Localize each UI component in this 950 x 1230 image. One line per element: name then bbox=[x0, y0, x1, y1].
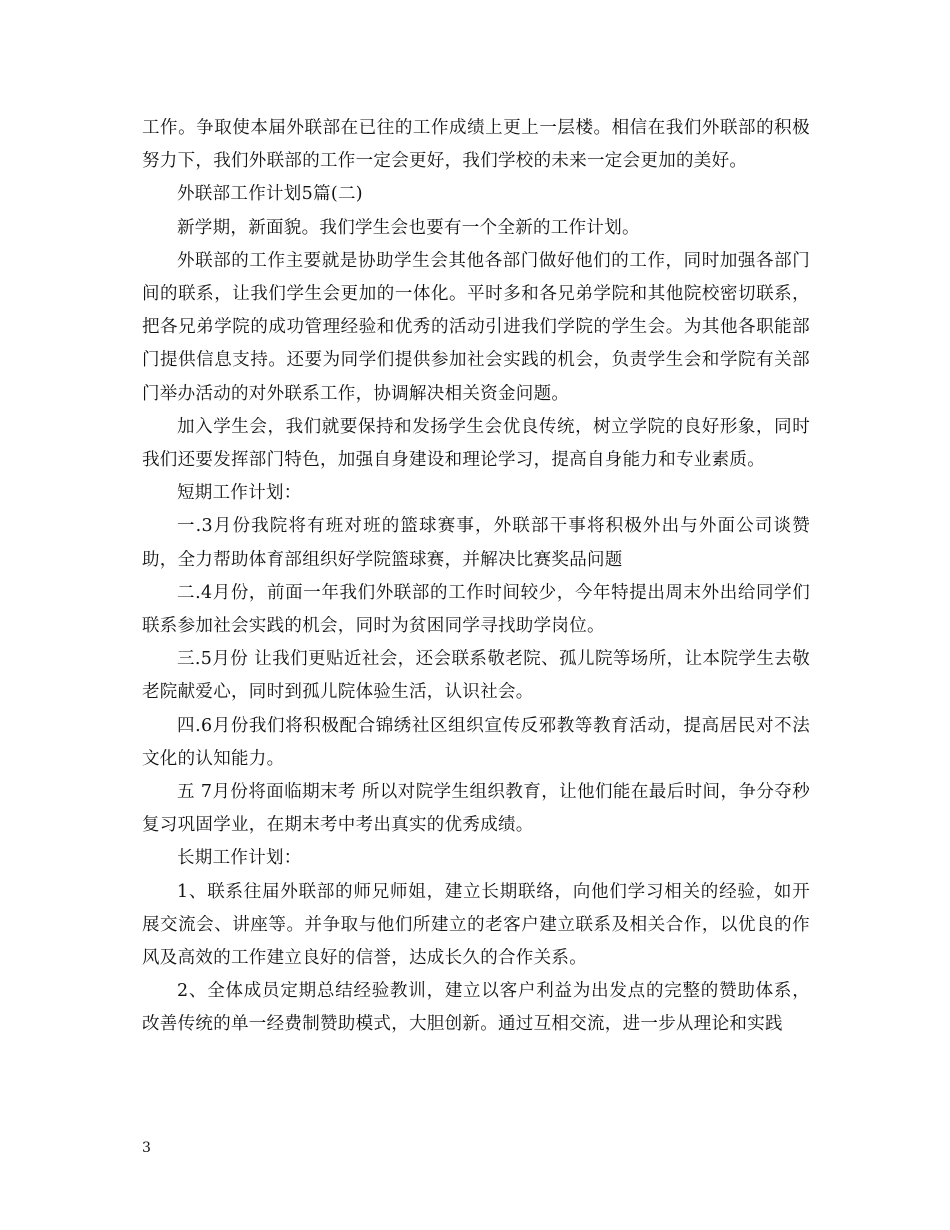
paragraph-4: 外联部的工作主要就是协助学生会其他各部门做好他们的工作，同时加强各部门间的联系，让我们学生会更加的一体化。平时多和各兄弟学院和其他院校密切联系，把各兄弟学院的成功管理经验和优秀的活动引进我们学院的学生会。为其他各职能部门提供信息支持。还要为同学们提供参加社会实践的机会，负责学生会和学院有关部门举办活动的对外联系工作，协调解决相关资金问题。 bbox=[142, 250, 810, 404]
section-heading-short-term: 短期工作计划： bbox=[177, 483, 302, 504]
document-body bbox=[142, 112, 810, 1042]
plan-item-3: 三.5月份 让我们更贴近社会，还会联系敬老院、孤儿院等场所，让本院学生去敬老院献爱心，同时到孤儿院体验生活，认识社会。 bbox=[142, 649, 810, 703]
page-number: 3 bbox=[142, 1140, 151, 1156]
paragraph-5: 加入学生会，我们就要保持和发扬学生会优良传统，树立学院的良好形象，同时我们还要发挥部门特色，加强自身建设和理论学习，提高自身能力和专业素质。 bbox=[142, 416, 810, 471]
long-term-item-1: 1、联系往届外联部的师兄师姐，建立长期联络，向他们学习相关的经验，如开展交流会、讲座等。并争取与他们所建立的老客户建立联系及相关合作，以优良的作风及高效的工作建立良好的信誉，达成长久的合作关系。 bbox=[142, 881, 810, 969]
paragraph-1: 工作。争取使本届外联部在已往的工作成绩上更上一层楼。相信在我们外联部的积极努力下，我们外联部的工作一定会更好，我们学校的未来一定会更加的美好。 bbox=[142, 118, 810, 172]
plan-item-1: 一.3月份我院将有班对班的篮球赛事，外联部干事将积极外出与外面公司谈赞助，全力帮助体育部组织好学院篮球赛，并解决比赛奖品问题 bbox=[142, 516, 810, 570]
long-term-item-2: 2、全体成员定期总结经验教训，建立以客户利益为出发点的完整的赞助体系，改善传统的单一经费制赞助模式，大胆创新。通过互相交流，进一步从理论和实践 bbox=[142, 981, 810, 1035]
plan-item-2: 二.4月份，前面一年我们外联部的工作时间较少，今年特提出周末外出给同学们联系参加社会实践的机会，同时为贫困同学寻找助学岗位。 bbox=[142, 582, 810, 637]
section-heading-long-term: 长期工作计划： bbox=[177, 848, 302, 869]
paragraph-3: 新学期，新面貌。我们学生会也要有一个全新的工作计划。 bbox=[177, 217, 640, 238]
plan-item-4: 四.6月份我们将积极配合锦绣社区组织宣传反邪教等教育活动，提高居民对不法文化的认知能力。 bbox=[142, 715, 810, 769]
paragraph-2-heading: 外联部工作计划5篇(二) bbox=[177, 184, 363, 205]
plan-item-5: 五 7月份将面临期末考 所以对院学生组织教育，让他们能在最后时间，争分夺秒复习巩固学业，在期末考中考出真实的优秀成绩。 bbox=[142, 782, 810, 836]
